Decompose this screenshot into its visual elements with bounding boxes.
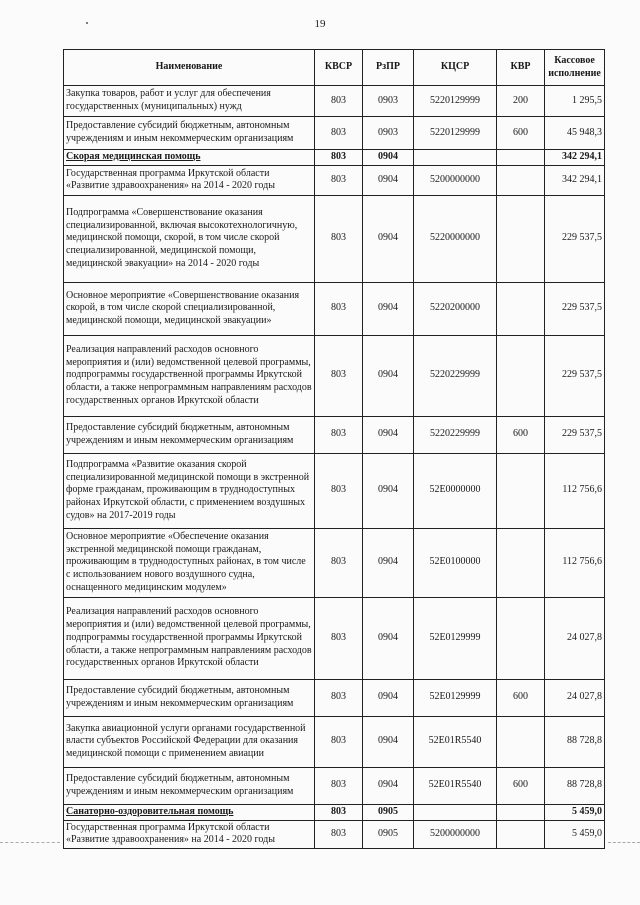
table-row: [64, 528, 605, 597]
row-rzpr: 0904: [363, 195, 414, 282]
row-amount: 229 537,5: [545, 195, 605, 282]
col-header-name: Наименование: [64, 50, 315, 86]
row-kvsr: 803: [315, 165, 363, 195]
row-kvr: 600: [497, 767, 545, 804]
row-name: Реализация направлений расходов основного мероприятия и (или) ведомственной целевой программы, подпрограммы государственной программы Иркутской области, а также непрограммным направлениям расходов государственных органов Иркутской области: [64, 335, 315, 416]
row-kcsr: [414, 804, 497, 820]
table-row: [64, 767, 605, 804]
row-kvr: [497, 335, 545, 416]
row-amount: 112 756,6: [545, 528, 605, 597]
row-kvr: 200: [497, 86, 545, 117]
row-amount: 342 294,1: [545, 150, 605, 166]
table-row: [64, 679, 605, 716]
row-rzpr: 0904: [363, 282, 414, 335]
row-kvsr: 803: [315, 86, 363, 117]
table-row: [64, 195, 605, 282]
row-kvr: [497, 195, 545, 282]
table-header-row: [64, 50, 605, 86]
row-amount: 342 294,1: [545, 165, 605, 195]
row-kvr: [497, 716, 545, 767]
row-kvsr: 803: [315, 820, 363, 849]
row-rzpr: 0905: [363, 820, 414, 849]
row-kvr: 600: [497, 117, 545, 150]
scan-edge-mark-right: [608, 842, 640, 843]
row-kvr: [497, 804, 545, 820]
row-amount: 112 756,6: [545, 453, 605, 528]
row-kvsr: 803: [315, 416, 363, 453]
table-row: [64, 165, 605, 195]
row-rzpr: 0903: [363, 86, 414, 117]
row-name: Скорая медицинская помощь: [64, 150, 315, 166]
row-amount: 24 027,8: [545, 679, 605, 716]
row-kcsr: 52Е0000000: [414, 453, 497, 528]
table-row: [64, 117, 605, 150]
row-kvsr: 803: [315, 453, 363, 528]
table-row: [64, 820, 605, 849]
row-amount: 229 537,5: [545, 416, 605, 453]
budget-execution-table: [63, 49, 605, 849]
row-kcsr: [414, 150, 497, 166]
row-amount: 5 459,0: [545, 820, 605, 849]
table-row: [64, 416, 605, 453]
row-name: Санаторно-оздоровительная помощь: [64, 804, 315, 820]
row-rzpr: 0904: [363, 453, 414, 528]
row-kcsr: 5220229999: [414, 416, 497, 453]
row-kvr: [497, 282, 545, 335]
row-name: Закупка товаров, работ и услуг для обеспечения государственных (муниципальных) нужд: [64, 86, 315, 117]
row-kcsr: 52Е0129999: [414, 597, 497, 679]
row-kvsr: 803: [315, 597, 363, 679]
row-rzpr: 0904: [363, 597, 414, 679]
row-kvr: [497, 150, 545, 166]
row-rzpr: 0904: [363, 150, 414, 166]
table-row: [64, 335, 605, 416]
row-kvsr: 803: [315, 528, 363, 597]
col-header-kvr: КВР: [497, 50, 545, 86]
row-rzpr: 0905: [363, 804, 414, 820]
row-kvsr: 803: [315, 804, 363, 820]
row-amount: 88 728,8: [545, 767, 605, 804]
row-kvsr: 803: [315, 335, 363, 416]
col-header-rzpr: РзПР: [363, 50, 414, 86]
table-row: [64, 597, 605, 679]
col-header-kcsr: КЦСР: [414, 50, 497, 86]
col-header-amount: Кассовое исполнение: [545, 50, 605, 86]
row-kcsr: 52Е01R5540: [414, 716, 497, 767]
row-name: Предоставление субсидий бюджетным, автономным учреждениям и иным некоммерческим организациям: [64, 416, 315, 453]
row-amount: 88 728,8: [545, 716, 605, 767]
scan-speck: [86, 22, 88, 24]
table-row: [64, 150, 605, 166]
row-amount: 45 948,3: [545, 117, 605, 150]
row-kvr: [497, 453, 545, 528]
row-rzpr: 0904: [363, 679, 414, 716]
table-row: [64, 453, 605, 528]
row-rzpr: 0904: [363, 528, 414, 597]
table-row: [64, 282, 605, 335]
row-name: Основное мероприятие «Обеспечение оказания экстренной медицинской помощи гражданам, проживающим в труднодоступных районах, в том числе с использованием нового воздушного судна, оснащенного медицинским модулем»: [64, 528, 315, 597]
table-row: [64, 804, 605, 820]
row-kcsr: 5220200000: [414, 282, 497, 335]
row-kvsr: 803: [315, 195, 363, 282]
row-kcsr: 5220129999: [414, 86, 497, 117]
row-kcsr: 52Е01R5540: [414, 767, 497, 804]
row-kvsr: 803: [315, 150, 363, 166]
row-name: Государственная программа Иркутской области «Развитие здравоохранения» на 2014 - 2020 годы: [64, 820, 315, 849]
row-amount: 1 295,5: [545, 86, 605, 117]
page-number: 19: [314, 18, 326, 30]
scan-edge-mark-left: [0, 842, 60, 843]
row-rzpr: 0904: [363, 165, 414, 195]
row-name: Предоставление субсидий бюджетным, автономным учреждениям и иным некоммерческим организациям: [64, 117, 315, 150]
row-kcsr: 5220229999: [414, 335, 497, 416]
row-amount: 229 537,5: [545, 335, 605, 416]
row-kcsr: 52Е0100000: [414, 528, 497, 597]
row-name: Основное мероприятие «Совершенствование оказания скорой, в том числе скорой специализированной, медицинской помощи, медицинской эвакуации»: [64, 282, 315, 335]
row-kvr: [497, 528, 545, 597]
col-header-kvsr: КВСР: [315, 50, 363, 86]
row-name: Предоставление субсидий бюджетным, автономным учреждениям и иным некоммерческим организациям: [64, 679, 315, 716]
row-rzpr: 0904: [363, 335, 414, 416]
row-amount: 5 459,0: [545, 804, 605, 820]
row-kvsr: 803: [315, 767, 363, 804]
row-kvr: [497, 820, 545, 849]
row-amount: 24 027,8: [545, 597, 605, 679]
row-rzpr: 0903: [363, 117, 414, 150]
row-name: Государственная программа Иркутской области «Развитие здравоохранения» на 2014 - 2020 годы: [64, 165, 315, 195]
row-rzpr: 0904: [363, 716, 414, 767]
row-kvr: 600: [497, 416, 545, 453]
row-kvsr: 803: [315, 716, 363, 767]
row-kvr: [497, 165, 545, 195]
row-kcsr: 5200000000: [414, 820, 497, 849]
row-name: Реализация направлений расходов основного мероприятия и (или) ведомственной целевой программы, подпрограммы государственной программы Иркутской области, а также непрограммным направлениям расходов государственных органов Иркутской области: [64, 597, 315, 679]
row-kvsr: 803: [315, 282, 363, 335]
row-kvsr: 803: [315, 117, 363, 150]
row-rzpr: 0904: [363, 416, 414, 453]
row-amount: 229 537,5: [545, 282, 605, 335]
row-kcsr: 5220000000: [414, 195, 497, 282]
row-name: Предоставление субсидий бюджетным, автономным учреждениям и иным некоммерческим организациям: [64, 767, 315, 804]
table-row: [64, 716, 605, 767]
row-name: Подпрограмма «Совершенствование оказания специализированной, включая высокотехнологичную, медицинской помощи, скорой, в том числе скорой специализированной, медицинской помощи, медицинской эвакуации» на 2014 - 2020 годы: [64, 195, 315, 282]
row-kcsr: 5200000000: [414, 165, 497, 195]
table-row: [64, 86, 605, 117]
row-kcsr: 52Е0129999: [414, 679, 497, 716]
row-name: Закупка авиационной услуги органами государственной власти субъектов Российской Федерации для оказания медицинской помощи с применением авиации: [64, 716, 315, 767]
row-kcsr: 5220129999: [414, 117, 497, 150]
row-kvsr: 803: [315, 679, 363, 716]
row-kvr: [497, 597, 545, 679]
row-name: Подпрограмма «Развитие оказания скорой специализированной медицинской помощи в экстренной форме гражданам, проживающим в труднодоступных районах Иркутской области, с применением воздушных судов» на 2017-2019 годы: [64, 453, 315, 528]
row-kvr: 600: [497, 679, 545, 716]
row-rzpr: 0904: [363, 767, 414, 804]
